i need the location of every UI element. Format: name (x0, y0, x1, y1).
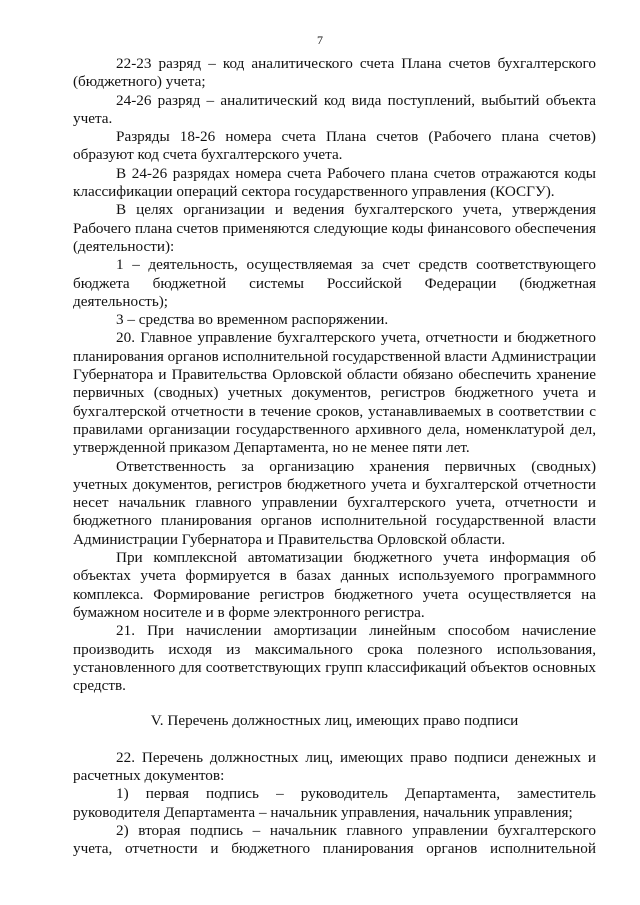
paragraph-digits-22-23: 22-23 разряд – код аналитического счета Плана счетов бухгалтерского (бюджетного) учета; (73, 55, 596, 91)
paragraph-item-20: 20. Главное управление бухгалтерского учета, отчетности и бюджетного планирования органов исполнительной государственной власти Администрации Губернатора и Правительства Орловской области обязано обеспечить хранение первичных (сводных) учетных документов, регистров бюджетного учета и бухгалтерской отчетности в течение сроков, устанавливаемых в соответствии с правилами организации государственного архивного дела, номенклатурой дел, утвержденной приказом Департамента, но не менее пяти лет. (73, 329, 596, 457)
paragraph-responsibility: Ответственность за организацию хранения первичных (сводных) учетных документов, регистров бюджетного учета и бухгалтерской отчетности несет начальник главного управлении бухгалтерского учета, отчетности и бюджетного планирования органов исполнительной государственной власти Администрации Губернатора и Правительства Орловской области. (73, 457, 596, 548)
page-number: 7 (317, 33, 323, 47)
section-heading: V. Перечень должностных лиц, имеющих право подписи (150, 712, 519, 730)
paragraph-first-signature: 1) первая подпись – руководитель Департамента, заместитель руководителя Департамента – начальник управления, начальник управления; (73, 785, 596, 821)
paragraph-item-22: 22. Перечень должностных лиц, имеющих право подписи денежных и расчетных документов: (73, 748, 596, 784)
paragraph-automation: При комплексной автоматизации бюджетного учета информация об объектах учета формируется в базах данных используемого программного комплекса. Формирование регистров бюджетного учета осуществляется на бумажном носителе и в форме электронного регистра. (73, 549, 596, 621)
paragraph-code-3: 3 – средства во временном распоряжении. (116, 311, 389, 329)
paragraph-item-21: 21. При начислении амортизации линейным способом начисление производить исходя из максимального срока полезного использования, установленного для соответствующих групп классификаций объектов основных средств. (73, 622, 596, 695)
paragraph-financing-codes: В целях организации и ведения бухгалтерского учета, утверждения Рабочего плана счетов применяются следующие коды финансового обеспечения (деятельности): (73, 201, 596, 255)
paragraph-kosgu: В 24-26 разрядах номера счета Рабочего плана счетов отражаются коды классификации операций сектора государственного управления (КОСГУ). (73, 164, 596, 201)
paragraph-second-signature: 2) вторая подпись – начальник главного управлении бухгалтерского учета, отчетности и бюджетного планирования органов исполнительной (73, 821, 596, 858)
document-body (73, 55, 596, 858)
paragraph-code-1: 1 – деятельность, осуществляемая за счет средств соответствующего бюджета бюджетной системы Российской Федерации (бюджетная деятельность); (73, 256, 596, 310)
paragraph-digits-18-26: Разряды 18-26 номера счета Плана счетов (Рабочего плана счетов) образуют код счета бухгалтерского учета. (73, 128, 596, 164)
paragraph-digits-24-26: 24-26 разряд – аналитический код вида поступлений, выбытий объекта учета. (73, 91, 596, 127)
